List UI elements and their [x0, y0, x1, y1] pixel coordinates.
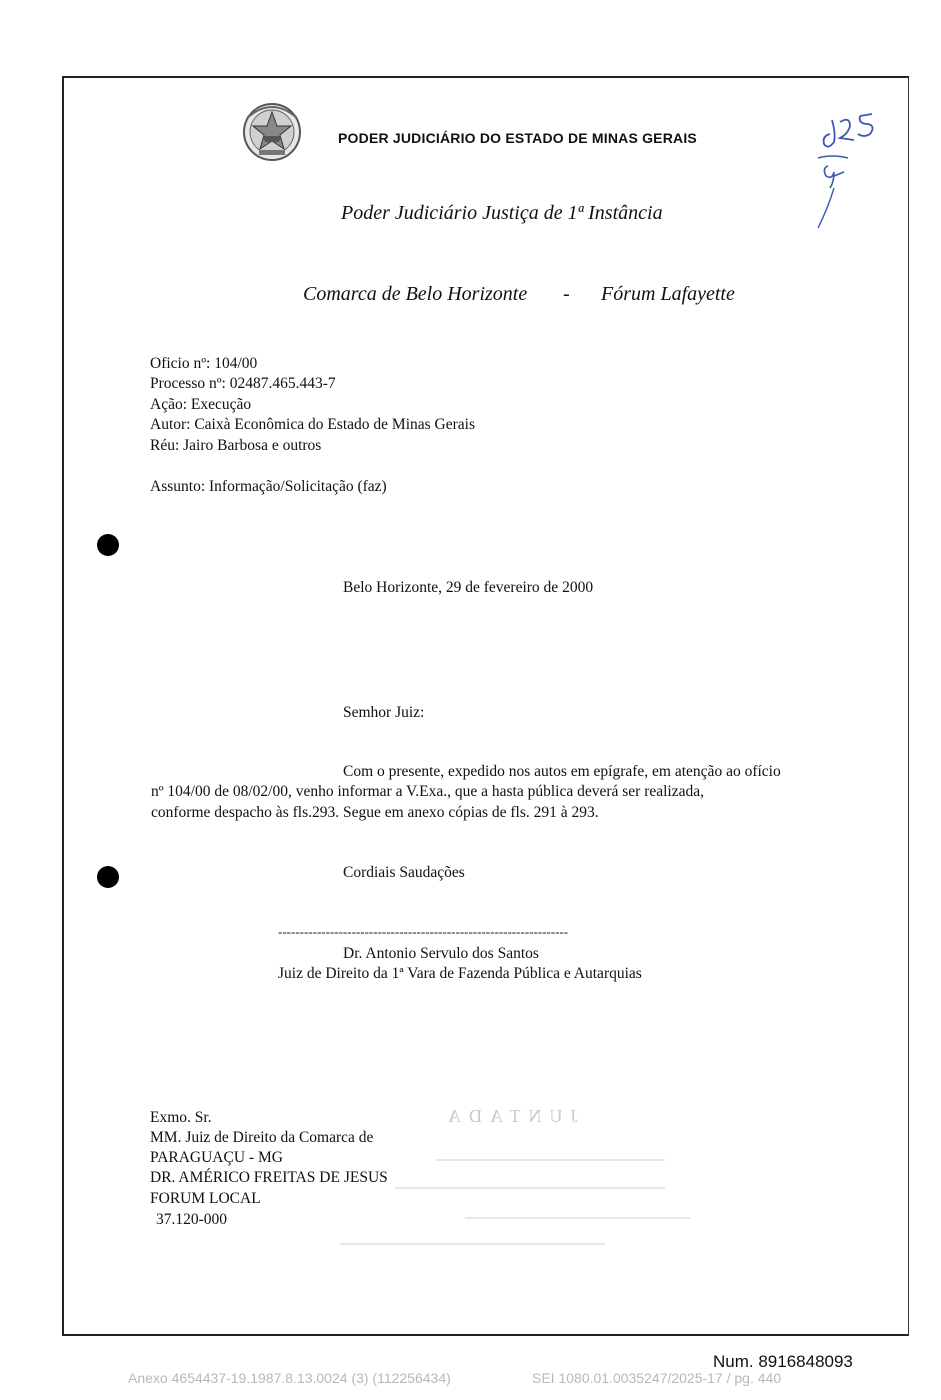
bleedthrough-stamp: JUNTADA — [440, 1106, 578, 1126]
handwritten-page-number — [808, 104, 888, 234]
salutation: Semhor Juiz: — [343, 704, 425, 721]
document-number: Num. 8916848093 — [713, 1352, 853, 1371]
sei-reference: SEI 1080.01.0035247/2025-17 / pg. 440 — [532, 1370, 782, 1386]
institution-header: PODER JUDICIÁRIO DO ESTADO DE MINAS GERAIS — [338, 130, 697, 146]
reu-line: Réu: Jairo Barbosa e outros — [150, 437, 322, 454]
addressee-line-4: DR. AMÉRICO FREITAS DE JESUS — [150, 1169, 388, 1186]
body-line-2: nº 104/00 de 08/02/00, venho informar a V.Exa., que a hasta pública deverá ser realizada, — [151, 783, 705, 800]
state-seal-emblem — [239, 98, 305, 164]
closing: Cordiais Saudações — [343, 864, 465, 881]
header-separator: - — [563, 283, 570, 305]
signatory-title: Juiz de Direito da 1ª Vara de Fazenda Pública e Autarquias — [278, 965, 642, 982]
autor-line: Autor: Caixà Econômica do Estado de Minas Gerais — [150, 416, 475, 433]
addressee-line-2: MM. Juiz de Direito da Comarca de — [150, 1129, 374, 1146]
acao-line: Ação: Execução — [150, 396, 252, 413]
signature-line: ------------------------------------------------------------------- — [278, 924, 569, 939]
addressee-line-3: PARAGUAÇU - MG — [150, 1149, 283, 1166]
body-line-1: Com o presente, expedido nos autos em epígrafe, em atenção ao ofício — [343, 763, 781, 780]
punch-hole-top — [97, 534, 119, 556]
signatory-name: Dr. Antonio Servulo dos Santos — [343, 945, 539, 962]
court-instance-title: Poder Judiciário Justiça de 1ª Instância — [341, 202, 663, 224]
addressee-line-5: FORUM LOCAL — [150, 1190, 261, 1207]
body-line-3: conforme despacho às fls.293. Segue em anexo cópias de fls. 291 à 293. — [151, 804, 599, 821]
annex-reference: Anexo 4654437-19.1987.8.13.0024 (3) (112256434) — [128, 1370, 451, 1386]
oficio-number: Oficio nº: 104/00 — [150, 355, 258, 372]
addressee-postal-code: 37.120-000 — [156, 1211, 228, 1228]
bleedthrough-lines — [335, 1140, 695, 1252]
forum-title: Fórum Lafayette — [601, 283, 735, 305]
processo-number: Processo nº: 02487.465.443-7 — [150, 375, 336, 392]
comarca-title: Comarca de Belo Horizonte — [303, 283, 528, 305]
addressee-line-1: Exmo. Sr. — [150, 1109, 212, 1126]
date-line: Belo Horizonte, 29 de fevereiro de 2000 — [343, 579, 594, 596]
assunto-line: Assunto: Informação/Solicitação (faz) — [150, 478, 387, 495]
punch-hole-bottom — [97, 866, 119, 888]
